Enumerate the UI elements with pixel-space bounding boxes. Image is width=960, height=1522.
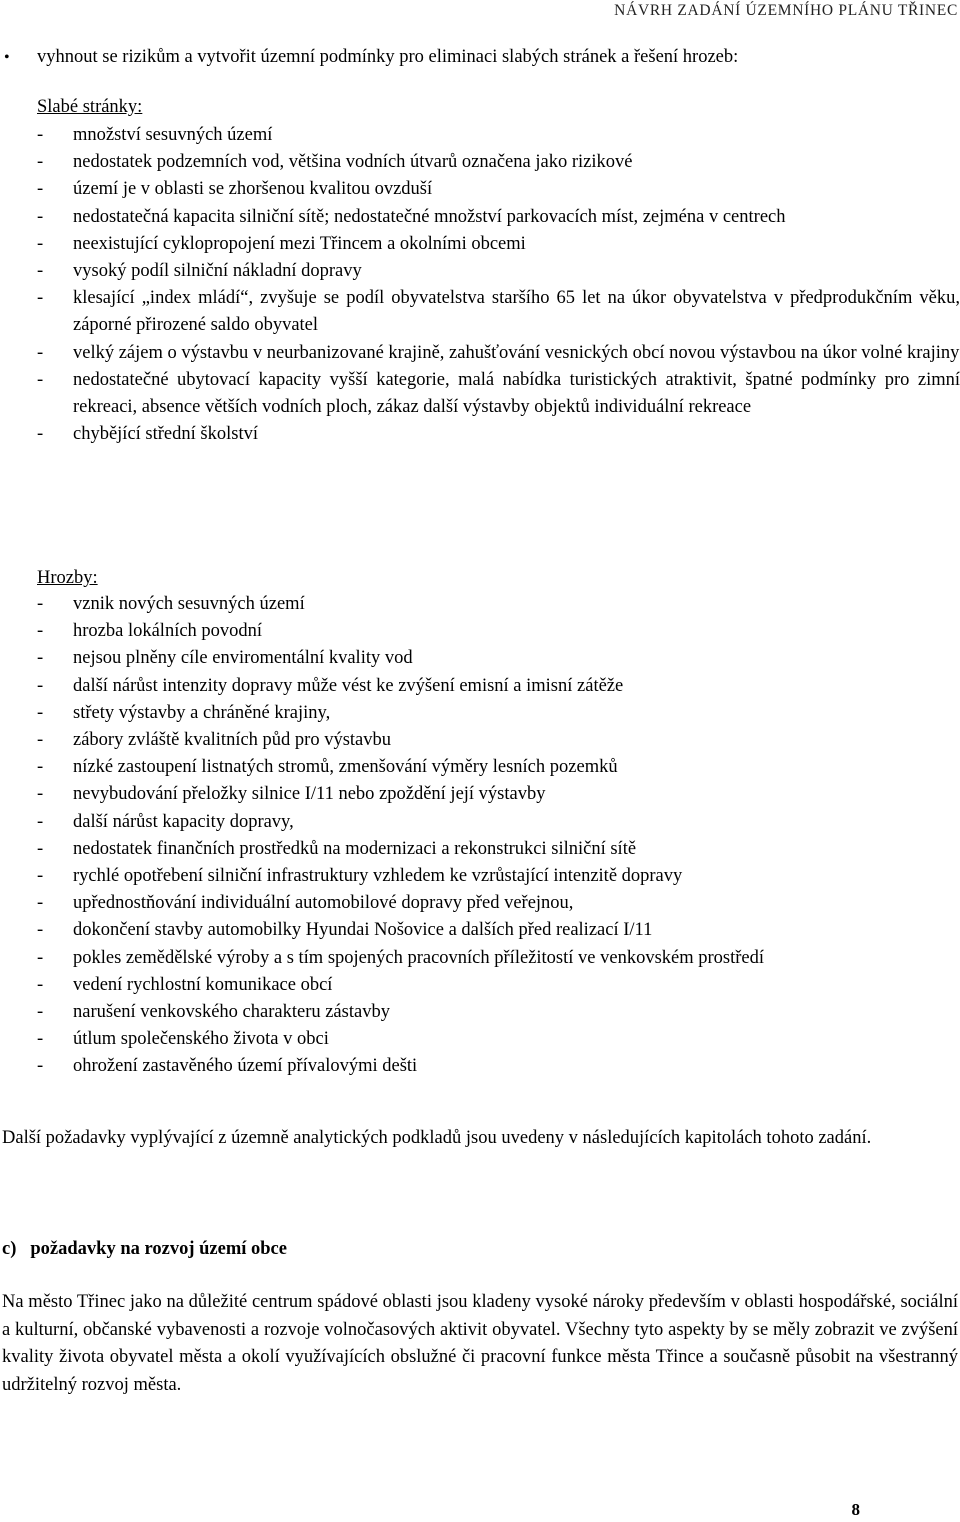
dash-marker: - bbox=[37, 1002, 44, 1023]
list-item bbox=[37, 917, 960, 944]
list-item-text: množství sesuvných území bbox=[73, 125, 273, 145]
page-number: 8 bbox=[851, 1500, 860, 1519]
dash-marker: - bbox=[37, 893, 44, 914]
list-item bbox=[37, 700, 960, 727]
list-item bbox=[37, 781, 960, 808]
list-item-text: nejsou plněny cíle enviromentální kvality vod bbox=[73, 648, 413, 669]
list-item bbox=[37, 1053, 960, 1080]
dash-marker: - bbox=[37, 702, 44, 723]
list-item bbox=[37, 754, 960, 781]
dash-marker: - bbox=[37, 152, 44, 173]
section-c-title: požadavky na rozvoj území obce bbox=[30, 1239, 287, 1259]
list-item-text: vznik nových sesuvných území bbox=[73, 594, 305, 614]
list-item-text: nízké zastoupení listnatých stromů, zmenšování výměry lesních pozemků bbox=[73, 757, 618, 778]
list-item-text: nevybudování přeložky silnice I/11 nebo zpoždění její výstavby bbox=[73, 784, 546, 805]
list-item-text: dokončení stavby automobilky Hyundai Nošovice a dalších před realizací I/11 bbox=[73, 920, 653, 941]
list-item-text: neexistující cyklopropojení mezi Třincem a okolními obcemi bbox=[73, 233, 526, 254]
list-item bbox=[37, 176, 960, 203]
list-item bbox=[37, 285, 960, 339]
list-item-text: nedostatečná kapacita silniční sítě; nedostatečné množství parkovacích míst, zejména v centrech bbox=[73, 206, 786, 227]
dash-marker: - bbox=[37, 784, 44, 805]
dash-marker: - bbox=[37, 369, 44, 390]
weaknesses-list bbox=[37, 122, 960, 448]
intro-text: vyhnout se rizikům a vytvořit územní podmínky pro eliminaci slabých stránek a řešení hrozeb: bbox=[37, 47, 739, 67]
dash-marker: - bbox=[37, 947, 44, 968]
list-item bbox=[37, 836, 960, 863]
dash-marker: - bbox=[37, 1029, 44, 1050]
list-item bbox=[37, 1026, 960, 1053]
dash-marker: - bbox=[37, 811, 44, 832]
list-item bbox=[37, 999, 960, 1026]
section-c-letter: c) bbox=[2, 1239, 17, 1259]
list-item bbox=[37, 367, 960, 421]
list-item bbox=[37, 258, 960, 285]
dash-marker: - bbox=[37, 1056, 44, 1077]
list-item-text: střety výstavby a chráněné krajiny, bbox=[73, 702, 331, 723]
list-item bbox=[37, 890, 960, 917]
list-item-text: nedostatek finančních prostředků na modernizaci a rekonstrukci silniční sítě bbox=[73, 838, 637, 859]
dash-marker: - bbox=[37, 288, 44, 309]
list-item bbox=[37, 231, 960, 258]
list-item bbox=[37, 863, 960, 890]
list-item-text: ohrožení zastavěného území přívalovými dešti bbox=[73, 1056, 418, 1077]
list-item-text: vysoký podíl silniční nákladní dopravy bbox=[73, 261, 362, 282]
running-header: NÁVRH ZADÁNÍ ÚZEMNÍHO PLÁNU TŘINEC bbox=[614, 2, 958, 19]
dash-marker: - bbox=[37, 342, 44, 363]
list-item bbox=[37, 727, 960, 754]
threats-list bbox=[37, 591, 960, 1081]
dash-marker: - bbox=[37, 974, 44, 995]
list-item bbox=[37, 809, 960, 836]
list-item-text: další nárůst kapacity dopravy, bbox=[73, 811, 294, 832]
dash-marker: - bbox=[37, 261, 44, 282]
list-item bbox=[37, 945, 960, 972]
bullet-icon: • bbox=[4, 49, 10, 66]
dash-marker: - bbox=[37, 125, 44, 145]
list-item-text: pokles zemědělské výroby a s tím spojených pracovních příležitostí ve venkovském prostředí bbox=[73, 947, 765, 968]
list-item-text: hrozba lokálních povodní bbox=[73, 621, 263, 642]
dash-marker: - bbox=[37, 866, 44, 887]
list-item bbox=[37, 421, 960, 448]
dash-marker: - bbox=[37, 594, 44, 614]
weaknesses-label: Slabé stránky: bbox=[37, 97, 143, 117]
dash-marker: - bbox=[37, 179, 44, 200]
further-requirements-paragraph: Další požadavky vyplývající z územně analytických podkladů jsou uvedeny v následujících kapitolách tohoto zadání. bbox=[2, 1128, 872, 1148]
list-item bbox=[37, 340, 960, 367]
intro-bullet-line bbox=[0, 44, 960, 71]
dash-marker: - bbox=[37, 757, 44, 778]
list-item-text: rychlé opotřebení silniční infrastruktury vzhledem ke vzrůstající intenzitě dopravy bbox=[73, 866, 683, 887]
dash-marker: - bbox=[37, 648, 44, 669]
list-item-text: narušení venkovského charakteru zástavby bbox=[73, 1002, 390, 1023]
list-item bbox=[37, 618, 960, 645]
list-item bbox=[37, 645, 960, 672]
list-item bbox=[37, 122, 960, 149]
section-c-heading bbox=[2, 1236, 287, 1263]
dash-marker: - bbox=[37, 233, 44, 254]
list-item-text: nedostatek podzemních vod, většina vodních útvarů označena jako rizikové bbox=[73, 152, 633, 173]
section-c-paragraph: Na město Třinec jako na důležité centrum spádové oblasti jsou kladeny vysoké nároky především v oblasti hospodářské, sociální a kulturní, občanské vybavenosti a rozvoje volnočasových aktivit obyvatel. Všechny tyto aspekty by se měly zobrazit ve zvýšení kvality života obyvatel města a okolí využívajících obslužné či pracovní funkce města Třince a současně působit na všestranný udržitelný rozvoj města. bbox=[2, 1292, 958, 1395]
list-item bbox=[37, 591, 960, 618]
list-item-text: upřednostňování individuální automobilové dopravy před veřejnou, bbox=[73, 893, 574, 914]
dash-marker: - bbox=[37, 206, 44, 227]
list-item-text: chybějící střední školství bbox=[73, 424, 258, 445]
list-item-text: klesající „index mládí“, zvyšuje se podíl obyvatelstva staršího 65 let na úkor obyvatelstva v předprodukčním věku, záporné přirozené saldo obyvatel bbox=[73, 288, 960, 336]
dash-marker: - bbox=[37, 730, 44, 751]
list-item-text: nedostatečné ubytovací kapacity vyšší kategorie, malá nabídka turistických atraktivit, špatné podmínky pro zimní rekreaci, absence větších vodních ploch, zákaz další výstavby objektů individuální rekreace bbox=[73, 369, 960, 418]
dash-marker: - bbox=[37, 621, 44, 642]
list-item bbox=[37, 673, 960, 700]
list-item bbox=[37, 149, 960, 176]
dash-marker: - bbox=[37, 838, 44, 859]
list-item-text: velký zájem o výstavbu v neurbanizované krajině, zahušťování vesnických obcí novou výstavbou na úkor volné krajiny bbox=[73, 342, 960, 363]
list-item-text: další nárůst intenzity dopravy může vést ke zvýšení emisní a imisní zátěže bbox=[73, 675, 624, 696]
list-item bbox=[37, 204, 960, 231]
list-item-text: vedení rychlostní komunikace obcí bbox=[73, 974, 333, 995]
dash-marker: - bbox=[37, 920, 44, 941]
threats-label: Hrozby: bbox=[37, 568, 98, 588]
list-item bbox=[37, 972, 960, 999]
list-item-text: útlum společenského života v obci bbox=[73, 1029, 329, 1050]
dash-marker: - bbox=[37, 675, 44, 696]
list-item-text: území je v oblasti se zhoršenou kvalitou ovzduší bbox=[73, 179, 433, 200]
list-item-text: zábory zvláště kvalitních půd pro výstavbu bbox=[73, 730, 392, 751]
dash-marker: - bbox=[37, 424, 44, 445]
